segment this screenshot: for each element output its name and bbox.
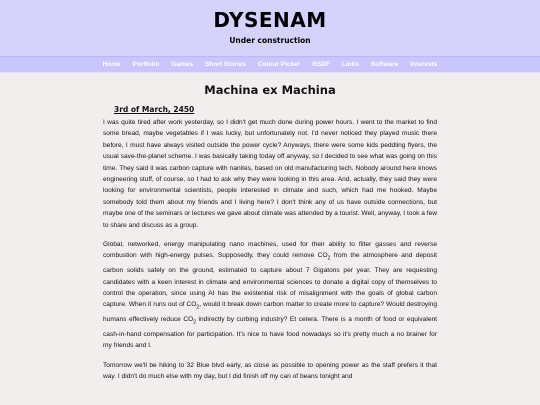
paragraph-text: indirectly by curbing industry? Et cetera. There is a month of food or equivalent cash-in-hand compensation for participation. It's nice to have food nowadays so it's pretty much a no brainer for my friends and I. — [103, 316, 437, 350]
nav-home[interactable]: Home — [102, 61, 121, 68]
post-title: Machina ex Machina — [204, 83, 336, 97]
nav-games[interactable]: Games — [171, 61, 194, 68]
nav-rsdf[interactable]: RSDF — [312, 61, 330, 68]
subscript: 2 — [196, 304, 200, 311]
post-paragraph: I was quite tired after work yesterday, so I didn't get much done during power hours. I went to the market to find some bread, maybe vegetables if I was lucky, but unfortunately not. I'd never noticed they played music there before, I must have always visited outside the power cycle? Anyways, there were some kids peddling flyers, the usual save-the-planet scheme. I was basically taking today off anyway, so I decided to see what was going on this time. They said it was carbon capture with nanites, based on old manufacturing tech. Nobody around here knows engineering stuff, of course, so I had to ask why they were looking in this area. And, actually, they said they were looking for environmental scientists, people interested in climate and such, which had me hooked. Maybe somebody told them about my friends and I living here? I don't think any of us have outside connections, but maybe one of the seminars or lectures we gave about climate was attended by a tourist. Well, anyway, I took a few to share and discuss as a group. — [103, 119, 438, 229]
paragraph-text: from the atmosphere and deposit carbon solids safely on the ground, estimated to capture about 7 Gigatons per year. They are requesting candidates with a keen interest in climate and environmental sciences to donate a digital copy of themselves to control the operation, since using AI has the existential risk of misalignment with the goals of global carbon capture. When it runs out of CO — [103, 252, 437, 309]
nav-colour-picker[interactable]: Colour Picker — [257, 61, 301, 68]
main-nav — [0, 56, 540, 73]
subscript: 2 — [193, 319, 197, 326]
post-paragraph — [103, 239, 437, 352]
paragraph-text: Global, networked, energy manipulating nano machines, used for their ability to filter gasses and reverse combustion with high-energy pulses. Supposedly, they could remove CO — [103, 241, 437, 260]
site-title: DYSENAM — [213, 8, 327, 32]
nav-interests[interactable]: Interests — [410, 61, 438, 68]
site-subtitle: Under construction — [229, 36, 311, 45]
paragraph-text: , would it break down carbon matter to create more to capture? Would destroying humans effectively reduce CO — [103, 301, 437, 324]
nav-portfolio[interactable]: Portfolio — [132, 61, 160, 68]
nav-software[interactable]: Software — [370, 61, 399, 68]
post-date: 3rd of March, 2450 — [114, 105, 195, 114]
post-content — [103, 73, 437, 382]
subscript: 2 — [327, 255, 331, 262]
nav-short-stories[interactable]: Short Stories — [205, 61, 246, 68]
post-paragraph: Tomorrow we'll be hiking to 32 Blue blvd early, as close as possible to opening power as the staff prefers it that way. I didn't do much else with my day, but I did finish off my can of beans tonight and — [103, 361, 437, 381]
nav-links[interactable]: Links — [341, 61, 359, 68]
site-header — [0, 0, 540, 56]
